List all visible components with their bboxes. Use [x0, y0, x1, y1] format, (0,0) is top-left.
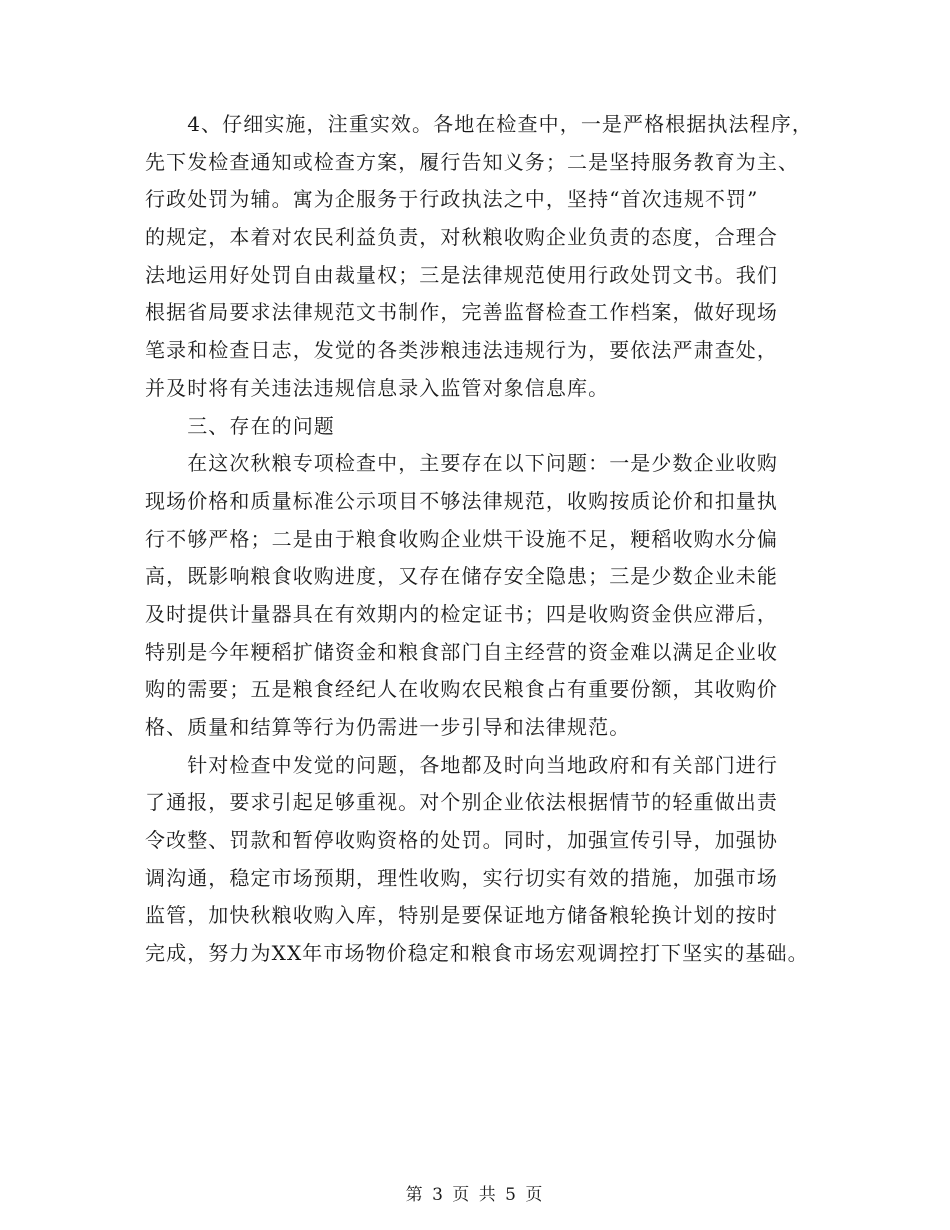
text-line: 先下发检查通知或检查方案，履行告知义务；二是坚持服务教育为主、: [145, 149, 800, 174]
text-line: 特别是今年粳稻扩储资金和粮食部门自主经营的资金难以满足企业收: [145, 639, 778, 664]
text-line: 高，既影响粮食收购进度，又存在储存安全隐患；三是少数企业未能: [145, 564, 778, 589]
text-line: 行不够严格；二是由于粮食收购企业烘干设施不足，粳稻收购水分偏: [145, 526, 778, 551]
text-line: 的规定，本着对农民利益负责，对秋粮收购企业负责的态度，合理合: [145, 225, 778, 250]
text-line: 根据省局要求法律规范文书制作，完善监督检查工作档案，做好现场: [145, 300, 778, 325]
text-line: 格、质量和结算等行为仍需进一步引导和法律规范。: [145, 715, 631, 739]
text-line: 现场价格和质量标准公示项目不够法律规范，收购按质论价和扣量执: [145, 488, 778, 513]
text-line: 令改整、罚款和暂停收购资格的处罚。同时，加强宣传引导，加强协: [145, 828, 778, 853]
text-line: 行政处罚为辅。寓为企服务于行政执法之中，坚持“首次违规不罚”: [145, 187, 759, 212]
text-line: 调沟通，稳定市场预期，理性收购，实行切实有效的措施，加强市场: [145, 865, 778, 890]
text-line: 并及时将有关违法违规信息录入监管对象信息库。: [145, 375, 610, 400]
text-line: 完成，努力为XX年市场物价稳定和粮食市场宏观调控打下坚实的基础。: [145, 941, 809, 966]
text-line: 购的需要；五是粮食经纪人在收购农民粮食占有重要份额，其收购价: [145, 677, 778, 702]
text-line: 针对检查中发觉的问题，各地都及时向当地政府和有关部门进行: [145, 752, 778, 777]
text-line: 了通报，要求引起足够重视。对个别企业依法根据情节的轻重做出责: [145, 790, 778, 815]
text-line: 及时提供计量器具在有效期内的检定证书；四是收购资金供应滞后，: [145, 601, 778, 626]
section-heading: 三、存在的问题: [145, 413, 335, 438]
text-line: 法地运用好处罚自由裁量权；三是法律规范使用行政处罚文书。我们: [145, 262, 778, 287]
body-text: [145, 106, 835, 973]
text-line: 4、仔细实施，注重实效。各地在检查中，一是严格根据执法程序，: [145, 112, 813, 136]
page-number: 第 3 页 共 5 页: [405, 1185, 545, 1205]
text-line: 监管，加快秋粮收购入库，特别是要保证地方储备粮轮换计划的按时: [145, 903, 778, 928]
text-line: 笔录和检查日志，发觉的各类涉粮违法违规行为，要依法严肃查处，: [145, 338, 778, 363]
text-line: 在这次秋粮专项检查中，主要存在以下问题：一是少数企业收购: [145, 451, 778, 476]
